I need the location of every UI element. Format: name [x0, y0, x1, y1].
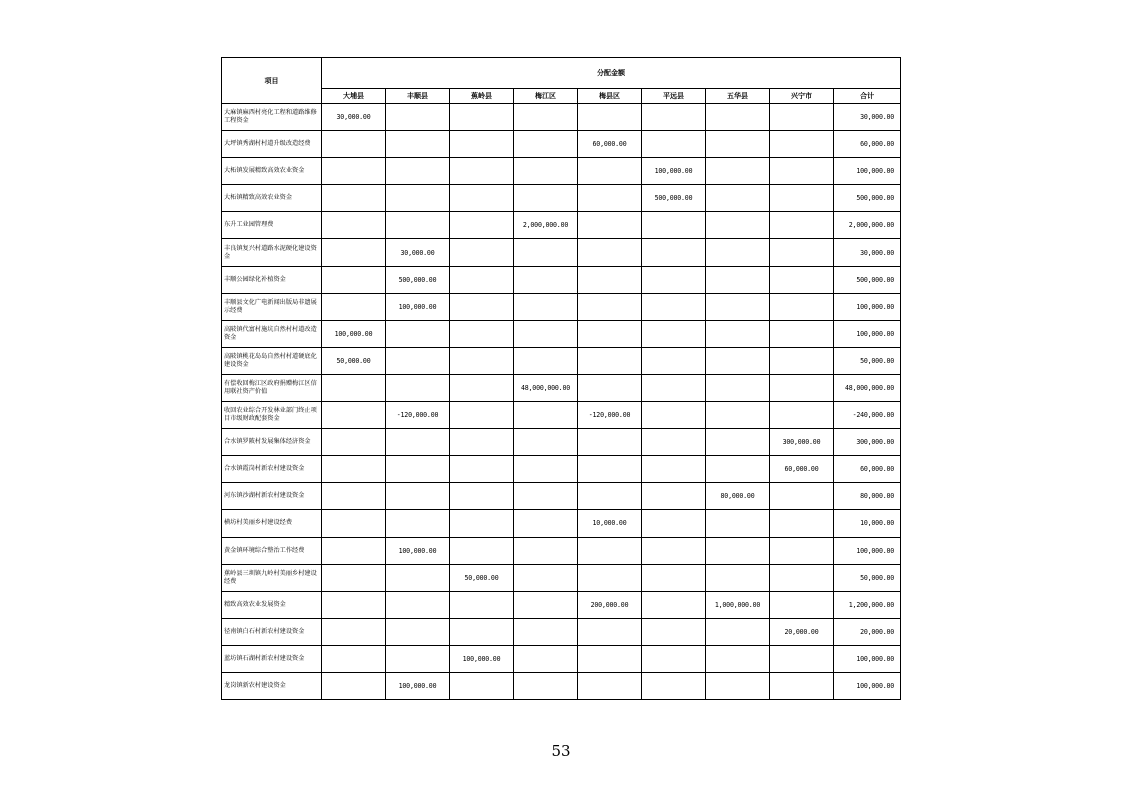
amount-cell — [450, 347, 514, 374]
column-header: 丰顺县 — [386, 89, 450, 104]
amount-cell — [386, 510, 450, 537]
allocation-table — [221, 57, 901, 700]
table-row — [222, 131, 901, 158]
amount-cell — [706, 347, 770, 374]
table-body — [222, 104, 901, 700]
amount-cell — [450, 483, 514, 510]
amount-cell: 10,000.00 — [578, 510, 642, 537]
amount-cell — [770, 185, 834, 212]
column-header: 梅江区 — [514, 89, 578, 104]
item-name-cell: 东升工业园管理费 — [222, 212, 322, 239]
total-cell: 300,000.00 — [834, 429, 901, 456]
amount-cell — [322, 564, 386, 591]
amount-cell — [578, 320, 642, 347]
amount-cell — [514, 591, 578, 618]
amount-cell — [450, 537, 514, 564]
amount-cell — [322, 266, 386, 293]
amount-cell — [322, 374, 386, 401]
amount-cell — [770, 212, 834, 239]
amount-cell — [322, 591, 386, 618]
column-header: 平远县 — [642, 89, 706, 104]
amount-cell — [322, 510, 386, 537]
item-name-cell: 丰顺县文化广电新闻出版局非遗展示经费 — [222, 293, 322, 320]
item-column-header: 项目 — [222, 58, 322, 104]
amount-cell — [642, 293, 706, 320]
table-row — [222, 429, 901, 456]
amount-cell — [706, 320, 770, 347]
table-row — [222, 347, 901, 374]
amount-cell — [578, 293, 642, 320]
item-name-cell: 大麻镇麻西村亮化工程和道路维修工程资金 — [222, 104, 322, 131]
amount-cell — [770, 347, 834, 374]
amount-cell — [386, 347, 450, 374]
amount-cell — [322, 483, 386, 510]
amount-cell: 80,000.00 — [706, 483, 770, 510]
amount-cell — [386, 645, 450, 672]
total-cell: 80,000.00 — [834, 483, 901, 510]
total-cell: 60,000.00 — [834, 131, 901, 158]
amount-cell — [514, 320, 578, 347]
table-row — [222, 104, 901, 131]
amount-cell — [706, 293, 770, 320]
total-cell: 100,000.00 — [834, 293, 901, 320]
table-row — [222, 320, 901, 347]
amount-cell — [578, 212, 642, 239]
amount-cell — [578, 483, 642, 510]
amount-cell — [386, 591, 450, 618]
amount-cell: 100,000.00 — [386, 293, 450, 320]
amount-cell — [642, 266, 706, 293]
amount-cell — [450, 158, 514, 185]
amount-cell — [642, 672, 706, 699]
amount-cell — [770, 483, 834, 510]
item-name-cell: 大坪镇秀湖村村道升级改造经费 — [222, 131, 322, 158]
amount-cell — [322, 618, 386, 645]
amount-cell — [514, 104, 578, 131]
header-row-top — [222, 58, 901, 89]
amount-cell — [770, 645, 834, 672]
total-cell: 50,000.00 — [834, 347, 901, 374]
total-cell: 20,000.00 — [834, 618, 901, 645]
amount-cell — [642, 645, 706, 672]
column-header: 合计 — [834, 89, 901, 104]
amount-cell — [450, 618, 514, 645]
item-name-cell: 龙岗镇新农村建设资金 — [222, 672, 322, 699]
amount-cell — [706, 510, 770, 537]
amount-cell — [514, 672, 578, 699]
total-cell: 100,000.00 — [834, 672, 901, 699]
amount-cell — [578, 266, 642, 293]
amount-cell — [514, 266, 578, 293]
amount-cell — [322, 158, 386, 185]
amount-cell — [514, 618, 578, 645]
amount-cell — [642, 212, 706, 239]
amount-cell — [706, 672, 770, 699]
amount-cell: 200,000.00 — [578, 591, 642, 618]
amount-cell: 100,000.00 — [386, 537, 450, 564]
amount-cell — [514, 483, 578, 510]
amount-cell — [642, 537, 706, 564]
table-row — [222, 645, 901, 672]
total-cell: 48,000,000.00 — [834, 374, 901, 401]
amount-cell — [706, 456, 770, 483]
amount-cell — [322, 239, 386, 266]
page-number: 53 — [551, 742, 571, 760]
item-name-cell: 河东镇沙湖村新农村建设资金 — [222, 483, 322, 510]
amount-cell — [386, 158, 450, 185]
item-name-cell: 蕉岭县三圳镇九岭村美丽乡村建设经费 — [222, 564, 322, 591]
amount-cell — [642, 347, 706, 374]
item-name-cell: 丰顺公园绿化补植资金 — [222, 266, 322, 293]
amount-cell — [706, 212, 770, 239]
amount-cell — [386, 374, 450, 401]
total-cell: 100,000.00 — [834, 158, 901, 185]
total-cell: 30,000.00 — [834, 239, 901, 266]
amount-cell — [770, 266, 834, 293]
amount-cell — [642, 510, 706, 537]
item-name-cell: 高陂镇代富村施坑自然村村道改造资金 — [222, 320, 322, 347]
total-cell: 100,000.00 — [834, 645, 901, 672]
table-row — [222, 483, 901, 510]
amount-cell — [642, 483, 706, 510]
amount-cell — [770, 158, 834, 185]
amount-cell — [386, 429, 450, 456]
amount-cell — [706, 104, 770, 131]
amount-cell — [770, 374, 834, 401]
amount-cell — [450, 510, 514, 537]
item-name-cell: 大柘镇精致高效农业资金 — [222, 185, 322, 212]
amount-cell — [322, 293, 386, 320]
table-row — [222, 158, 901, 185]
amount-cell — [770, 591, 834, 618]
amount-cell — [514, 239, 578, 266]
amount-cell — [706, 564, 770, 591]
table-row — [222, 212, 901, 239]
amount-cell — [322, 456, 386, 483]
total-cell: -240,000.00 — [834, 402, 901, 429]
amount-cell: 500,000.00 — [642, 185, 706, 212]
amount-cell: 100,000.00 — [450, 645, 514, 672]
table-row — [222, 591, 901, 618]
amount-cell — [578, 564, 642, 591]
amount-cell — [514, 131, 578, 158]
amount-cell — [706, 266, 770, 293]
table-row — [222, 510, 901, 537]
amount-cell — [578, 185, 642, 212]
amount-cell: 100,000.00 — [322, 320, 386, 347]
amount-cell — [514, 537, 578, 564]
amount-cell — [706, 402, 770, 429]
amount-cell — [706, 429, 770, 456]
amount-cell: 1,000,000.00 — [706, 591, 770, 618]
amount-cell — [514, 185, 578, 212]
table-row — [222, 672, 901, 699]
table-row — [222, 374, 901, 401]
amount-cell — [450, 456, 514, 483]
amount-cell — [706, 374, 770, 401]
amount-cell — [642, 320, 706, 347]
amount-cell — [514, 456, 578, 483]
item-name-cell: 蓝坊镇石湖村新农村建设资金 — [222, 645, 322, 672]
amount-cell — [322, 131, 386, 158]
amount-cell: -120,000.00 — [386, 402, 450, 429]
amount-cell: -120,000.00 — [578, 402, 642, 429]
amount-cell — [706, 239, 770, 266]
amount-cell — [450, 185, 514, 212]
item-name-cell: 合水镇罗陂村发展集体经济资金 — [222, 429, 322, 456]
amount-cell — [386, 618, 450, 645]
item-name-cell: 径南镇白石村新农村建设资金 — [222, 618, 322, 645]
table-row — [222, 618, 901, 645]
amount-cell: 50,000.00 — [450, 564, 514, 591]
item-name-cell: 合水镇霞岗村新农村建设资金 — [222, 456, 322, 483]
amount-cell — [450, 239, 514, 266]
amount-cell — [322, 429, 386, 456]
amount-cell: 60,000.00 — [770, 456, 834, 483]
amount-cell — [386, 104, 450, 131]
amount-cell — [642, 564, 706, 591]
amount-cell: 48,000,000.00 — [514, 374, 578, 401]
column-header: 蕉岭县 — [450, 89, 514, 104]
allocation-group-header: 分配金额 — [322, 58, 901, 89]
amount-cell: 300,000.00 — [770, 429, 834, 456]
amount-cell: 100,000.00 — [386, 672, 450, 699]
column-header: 五华县 — [706, 89, 770, 104]
amount-cell — [578, 158, 642, 185]
total-cell: 100,000.00 — [834, 537, 901, 564]
amount-cell — [706, 537, 770, 564]
table-row — [222, 239, 901, 266]
item-name-cell: 精致高效农业发展资金 — [222, 591, 322, 618]
amount-cell — [386, 456, 450, 483]
amount-cell — [578, 347, 642, 374]
amount-cell — [514, 510, 578, 537]
column-header: 兴宁市 — [770, 89, 834, 104]
amount-cell — [322, 672, 386, 699]
amount-cell — [450, 402, 514, 429]
amount-cell — [770, 564, 834, 591]
amount-cell — [706, 158, 770, 185]
amount-cell: 100,000.00 — [642, 158, 706, 185]
amount-cell — [770, 320, 834, 347]
amount-cell — [514, 293, 578, 320]
amount-cell — [578, 645, 642, 672]
amount-cell — [450, 672, 514, 699]
total-cell: 30,000.00 — [834, 104, 901, 131]
amount-cell — [578, 374, 642, 401]
item-name-cell: 丰良镇复兴村道路水泥硬化建设资金 — [222, 239, 322, 266]
item-name-cell: 有偿收回梅江区政府捐赠梅江区信用联社资产价值 — [222, 374, 322, 401]
amount-cell — [770, 131, 834, 158]
amount-cell — [706, 131, 770, 158]
amount-cell — [450, 374, 514, 401]
amount-cell — [450, 266, 514, 293]
table-row — [222, 293, 901, 320]
amount-cell — [642, 591, 706, 618]
amount-cell — [706, 185, 770, 212]
amount-cell — [770, 672, 834, 699]
amount-cell — [514, 564, 578, 591]
amount-cell — [386, 185, 450, 212]
table-row — [222, 537, 901, 564]
amount-cell — [450, 320, 514, 347]
amount-cell — [770, 537, 834, 564]
amount-cell — [642, 104, 706, 131]
table-row — [222, 266, 901, 293]
amount-cell — [322, 402, 386, 429]
total-cell: 60,000.00 — [834, 456, 901, 483]
amount-cell — [706, 618, 770, 645]
amount-cell — [578, 104, 642, 131]
item-name-cell: 黄金镇环境综合整治工作经费 — [222, 537, 322, 564]
item-name-cell: 收回农业综合开发林业部门终止项目市级财政配套资金 — [222, 402, 322, 429]
amount-cell — [514, 158, 578, 185]
amount-cell — [386, 212, 450, 239]
amount-cell — [642, 402, 706, 429]
amount-cell: 20,000.00 — [770, 618, 834, 645]
column-header: 大埔县 — [322, 89, 386, 104]
amount-cell: 500,000.00 — [386, 266, 450, 293]
amount-cell — [514, 402, 578, 429]
amount-cell: 50,000.00 — [322, 347, 386, 374]
total-cell: 500,000.00 — [834, 266, 901, 293]
table-row — [222, 185, 901, 212]
amount-cell — [770, 104, 834, 131]
amount-cell: 30,000.00 — [322, 104, 386, 131]
amount-cell — [578, 239, 642, 266]
total-cell: 10,000.00 — [834, 510, 901, 537]
amount-cell: 60,000.00 — [578, 131, 642, 158]
amount-cell — [386, 564, 450, 591]
amount-cell — [578, 429, 642, 456]
total-cell: 100,000.00 — [834, 320, 901, 347]
amount-cell — [450, 293, 514, 320]
amount-cell — [770, 402, 834, 429]
total-cell: 50,000.00 — [834, 564, 901, 591]
amount-cell — [386, 131, 450, 158]
column-header: 梅县区 — [578, 89, 642, 104]
amount-cell — [450, 212, 514, 239]
total-cell: 2,000,000.00 — [834, 212, 901, 239]
amount-cell — [642, 456, 706, 483]
amount-cell — [642, 618, 706, 645]
table-row — [222, 456, 901, 483]
amount-cell — [322, 185, 386, 212]
table-row — [222, 564, 901, 591]
item-name-cell: 高陂镇桃花岛岛自然村村道硬底化建设资金 — [222, 347, 322, 374]
total-cell: 500,000.00 — [834, 185, 901, 212]
item-name-cell: 横坊村美丽乡村建设经费 — [222, 510, 322, 537]
total-cell: 1,200,000.00 — [834, 591, 901, 618]
amount-cell — [322, 645, 386, 672]
column-header-row — [222, 89, 901, 104]
amount-cell — [578, 456, 642, 483]
amount-cell — [642, 429, 706, 456]
amount-cell — [514, 347, 578, 374]
amount-cell — [386, 320, 450, 347]
amount-cell — [642, 374, 706, 401]
amount-cell — [770, 293, 834, 320]
amount-cell — [578, 618, 642, 645]
amount-cell — [322, 537, 386, 564]
item-name-cell: 大柘镇发展精致高效农业资金 — [222, 158, 322, 185]
amount-cell — [322, 212, 386, 239]
amount-cell — [450, 591, 514, 618]
amount-cell — [642, 131, 706, 158]
amount-cell — [706, 645, 770, 672]
amount-cell — [578, 672, 642, 699]
amount-cell — [450, 104, 514, 131]
amount-cell — [770, 510, 834, 537]
amount-cell — [450, 131, 514, 158]
amount-cell — [450, 429, 514, 456]
amount-cell — [514, 645, 578, 672]
amount-cell — [770, 239, 834, 266]
amount-cell — [578, 537, 642, 564]
amount-cell — [386, 483, 450, 510]
table-row — [222, 402, 901, 429]
amount-cell — [514, 429, 578, 456]
amount-cell — [642, 239, 706, 266]
amount-cell: 2,000,000.00 — [514, 212, 578, 239]
amount-cell: 30,000.00 — [386, 239, 450, 266]
